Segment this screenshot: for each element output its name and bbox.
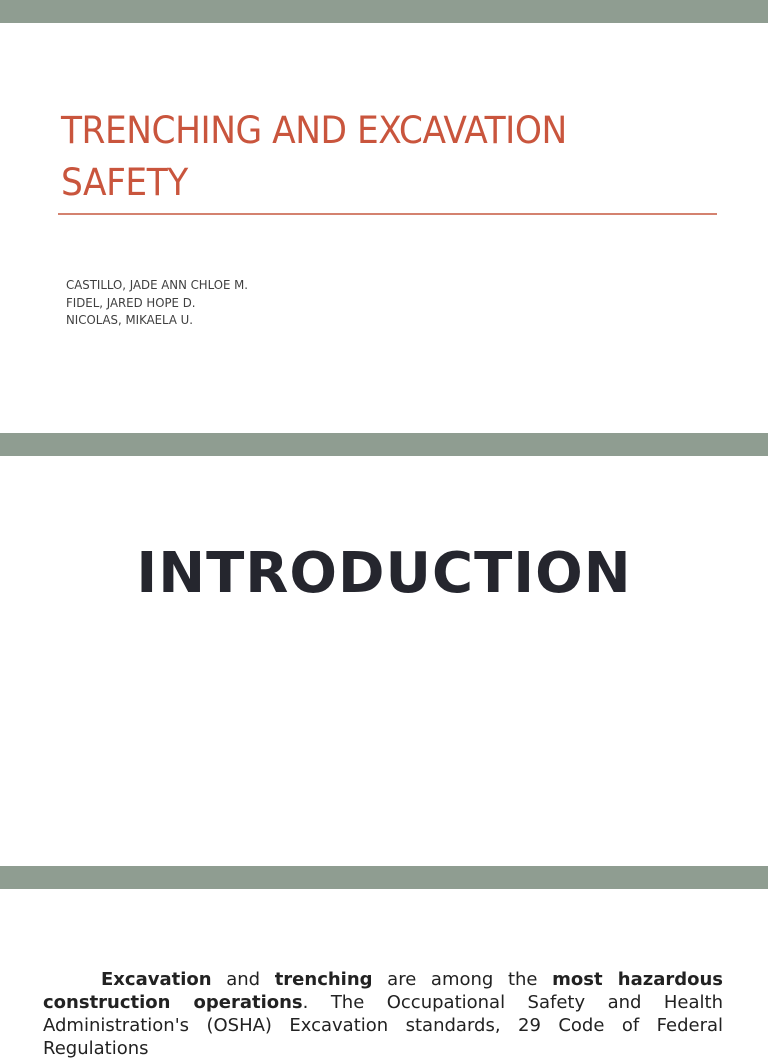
bold-term: most hazardous construction operations xyxy=(43,969,723,1013)
intro-paragraph xyxy=(43,968,723,1060)
title-underline-rule xyxy=(58,213,717,215)
presentation-title: TRENCHING AND EXCAVATION SAFETY xyxy=(61,109,567,204)
section-heading: INTRODUCTION xyxy=(136,541,632,606)
slide-divider-band-top xyxy=(0,0,768,23)
paragraph-text: and xyxy=(211,969,275,990)
paragraph-text: . The Occupational Safety and Health Administration's (OSHA) Excavation standards, 29 Code of Federal Regulations xyxy=(43,992,723,1059)
author-name: CASTILLO, JADE ANN CHLOE M. xyxy=(66,277,249,292)
slide-divider-band xyxy=(0,433,768,456)
content-slide xyxy=(0,889,768,1059)
paragraph-text: are among the xyxy=(372,969,553,990)
introduction-slide xyxy=(0,456,768,866)
author-name: NICOLAS, MIKAELA U. xyxy=(66,312,193,327)
bold-term: Excavation xyxy=(101,969,212,990)
slide-divider-band xyxy=(0,866,768,889)
bold-term: trenching xyxy=(274,969,373,990)
author-list xyxy=(66,276,260,329)
title-slide xyxy=(0,23,768,433)
author-name: FIDEL, JARED HOPE D. xyxy=(66,294,196,310)
